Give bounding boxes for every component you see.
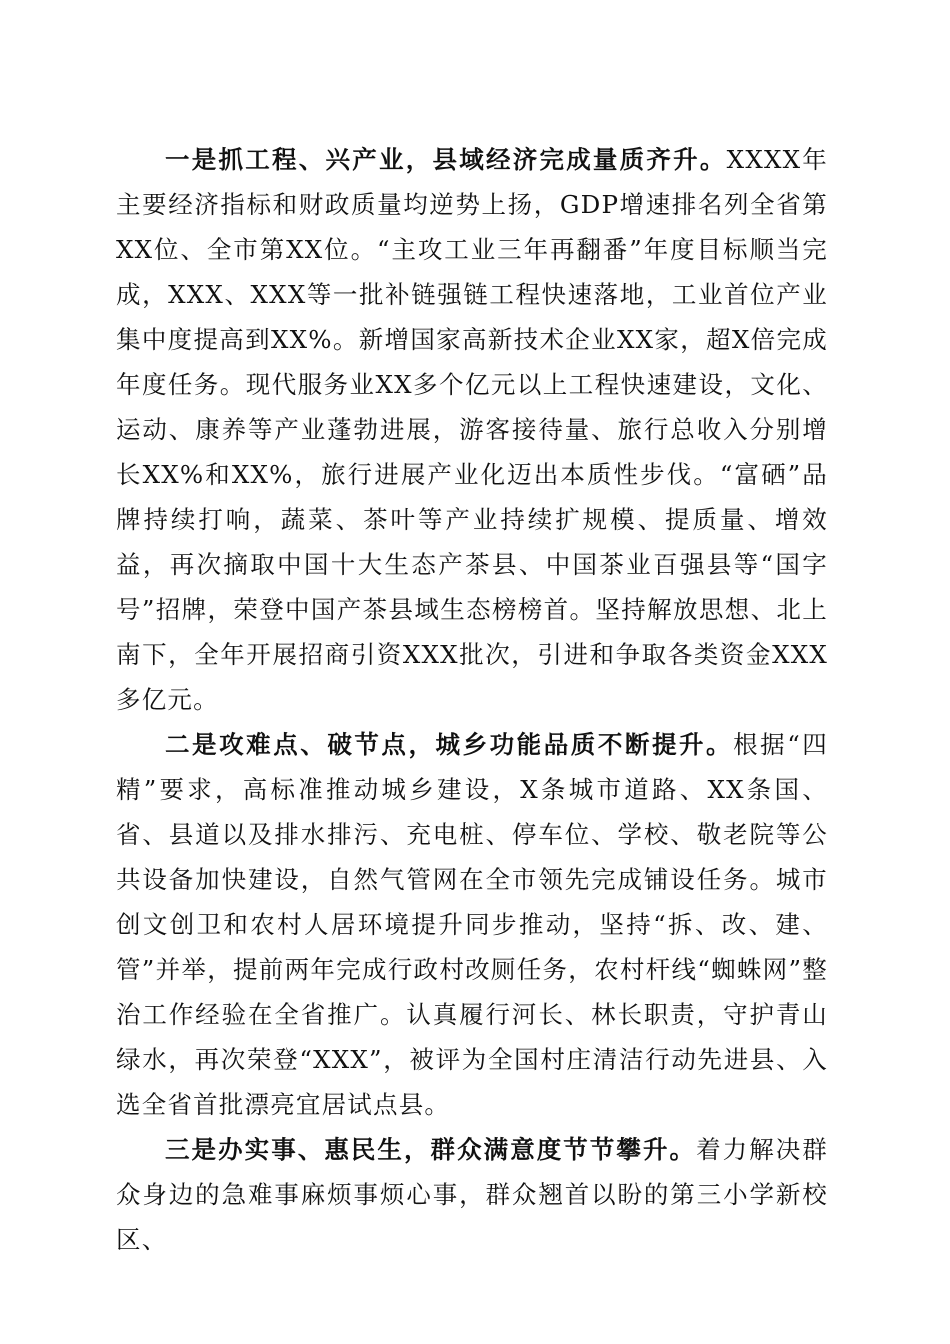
paragraph-lead: 二是攻难点、破节点，城乡功能品质不断提升。 xyxy=(165,730,734,759)
paragraph-lead: 一是抓工程、兴产业，县域经济完成量质齐升。 xyxy=(165,145,727,174)
paragraph-urban-rural xyxy=(116,722,828,1127)
paragraph-livelihood xyxy=(116,1127,828,1262)
paragraph-text: 根据“四精”要求，高标准推动城乡建设，X条城市道路、XX条国、省、县道以及排水排污、充电桩、停车位、学校、敬老院等公共设备加快建设，自然气管网在全市领先完成铺设任务。城市创文创卫和农村人居环境提升同步推动，坚持“拆、改、建、管”并举，提前两年完成行政村改厕任务，农村杆线“蜘蛛网”整治工作经验在全省推广。认真履行河长、林长职责，守护青山绿水，再次荣登“XXX”，被评为全国村庄清洁行动先进县、入选全省首批漂亮宜居试点县。 xyxy=(116,730,828,1119)
document-body xyxy=(116,137,828,1262)
paragraph-text: 着力解决群众身边的急难事麻烦事烦心事，群众翘首以盼的第三小学新校区、 xyxy=(116,1135,829,1254)
paragraph-text: XXXX年主要经济指标和财政质量均逆势上扬，GDP增速排名列全省第XX位、全市第XX位。“主攻工业三年再翻番”年度目标顺当完成，XXX、XXX等一批补链强链工程快速落地，工业首位产业集中度提高到XX%。新增国家高新技术企业XX家，超X倍完成年度任务。现代服务业XX多个亿元以上工程快速建设，文化、运动、康养等产业蓬勃进展，游客接待量、旅行总收入分别增长XX%和XX%，旅行进展产业化迈出本质性步伐。“富硒”品牌持续打响，蔬菜、茶叶等产业持续扩规模、提质量、增效益，再次摘取中国十大生态产茶县、中国茶业百强县等“国字号”招牌，荣登中国产茶县域生态榜榜首。坚持解放思想、北上南下，全年开展招商引资XXX批次，引进和争取各类资金XXX多亿元。 xyxy=(116,145,828,714)
paragraph-industry xyxy=(116,137,828,722)
paragraph-lead: 三是办实事、惠民生，群众满意度节节攀升。 xyxy=(165,1135,697,1164)
